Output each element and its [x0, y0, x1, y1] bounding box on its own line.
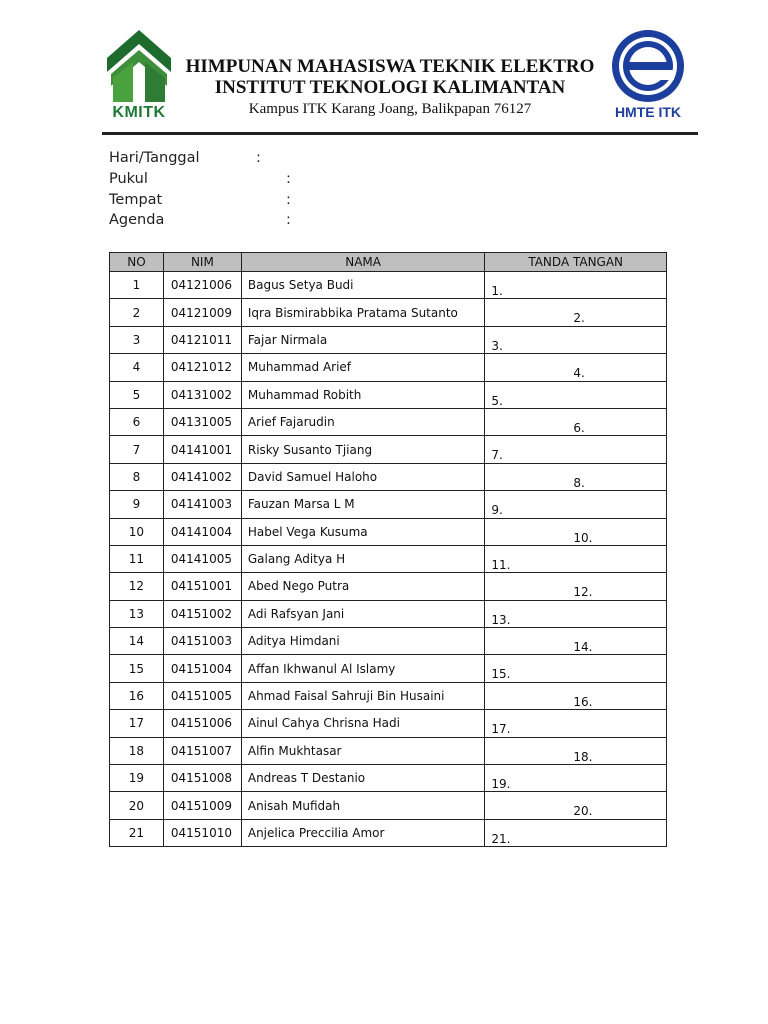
row-nim: 04141005	[163, 545, 241, 572]
row-nama: Bagus Setya Budi	[241, 272, 485, 299]
row-nama: Habel Vega Kusuma	[241, 518, 485, 545]
row-signature-number: 11.	[491, 557, 511, 572]
row-nim: 04121011	[163, 326, 241, 353]
table-row	[110, 545, 667, 572]
table-row	[110, 792, 667, 819]
row-signature-cell[interactable]	[485, 737, 667, 764]
kmitk-logo	[103, 28, 175, 126]
table-row	[110, 628, 667, 655]
row-nim: 04131002	[163, 381, 241, 408]
row-no: 2	[110, 299, 164, 326]
row-no: 4	[110, 354, 164, 381]
row-nim: 04151007	[163, 737, 241, 764]
row-nama: Muhammad Arief	[241, 354, 485, 381]
row-signature-number: 13.	[491, 612, 511, 627]
hmte-logo	[606, 28, 690, 126]
row-nama: Abed Nego Putra	[241, 573, 485, 600]
row-nim: 04151005	[163, 682, 241, 709]
table-row	[110, 655, 667, 682]
row-no: 19	[110, 765, 164, 792]
meta-colon-agenda: :	[286, 212, 291, 228]
row-signature-cell[interactable]	[485, 436, 667, 463]
org-name-line2: INSTITUT TEKNOLOGI KALIMANTAN	[214, 77, 566, 98]
row-signature-cell[interactable]	[485, 272, 667, 299]
row-signature-cell[interactable]	[485, 463, 667, 490]
attendance-table	[109, 252, 667, 847]
table-row	[110, 326, 667, 353]
row-signature-cell[interactable]	[485, 792, 667, 819]
row-signature-number: 15.	[491, 667, 511, 682]
row-nim: 04151010	[163, 819, 241, 846]
header-tanda-tangan: TANDA TANGAN	[485, 253, 667, 272]
row-signature-cell[interactable]	[485, 600, 667, 627]
hmte-logo-text: HMTE ITK	[614, 104, 682, 120]
row-signature-cell[interactable]	[485, 408, 667, 435]
table-row	[110, 573, 667, 600]
row-nama: Aditya Himdani	[241, 628, 485, 655]
row-signature-cell[interactable]	[485, 491, 667, 518]
org-name-line1: HIMPUNAN MAHASISWA TEKNIK ELEKTRO	[185, 56, 595, 77]
meta-colon-time: :	[286, 171, 291, 187]
row-signature-number: 12.	[573, 585, 593, 600]
row-signature-cell[interactable]	[485, 573, 667, 600]
row-signature-number: 19.	[491, 777, 511, 792]
row-nama: David Samuel Haloho	[241, 463, 485, 490]
row-signature-number: 3.	[491, 338, 503, 353]
row-nama: Galang Aditya H	[241, 545, 485, 572]
row-nim: 04141004	[163, 518, 241, 545]
kmitk-logo-text: KMITK	[112, 104, 166, 121]
row-no: 13	[110, 600, 164, 627]
row-signature-number: 4.	[573, 366, 585, 381]
row-no: 9	[110, 491, 164, 518]
row-nama: Alfin Mukhtasar	[241, 737, 485, 764]
row-signature-cell[interactable]	[485, 682, 667, 709]
row-signature-cell[interactable]	[485, 326, 667, 353]
row-no: 12	[110, 573, 164, 600]
row-nim: 04121006	[163, 272, 241, 299]
row-nama: Andreas T Destanio	[241, 765, 485, 792]
table-row	[110, 682, 667, 709]
row-no: 16	[110, 682, 164, 709]
row-no: 5	[110, 381, 164, 408]
table-row	[110, 463, 667, 490]
row-nama: Muhammad Robith	[241, 381, 485, 408]
row-nama: Anisah Mufidah	[241, 792, 485, 819]
table-header-row	[110, 253, 667, 272]
row-nim: 04151003	[163, 628, 241, 655]
row-no: 21	[110, 819, 164, 846]
row-signature-number: 8.	[573, 475, 585, 490]
row-nim: 04151001	[163, 573, 241, 600]
row-nama: Ainul Cahya Chrisna Hadi	[241, 710, 485, 737]
row-signature-number: 21.	[491, 831, 511, 846]
row-signature-cell[interactable]	[485, 381, 667, 408]
row-no: 10	[110, 518, 164, 545]
row-no: 1	[110, 272, 164, 299]
row-signature-number: 2.	[573, 311, 585, 326]
row-signature-number: 14.	[573, 640, 593, 655]
header-no: NO	[110, 253, 164, 272]
row-nim: 04141003	[163, 491, 241, 518]
row-no: 17	[110, 710, 164, 737]
row-signature-number: 6.	[573, 420, 585, 435]
row-no: 7	[110, 436, 164, 463]
meta-label-date: Hari/Tanggal	[109, 150, 200, 166]
org-address: Kampus ITK Karang Joang, Balikpapan 76127	[248, 101, 532, 117]
row-signature-number: 10.	[573, 530, 593, 545]
table-row	[110, 710, 667, 737]
row-signature-cell[interactable]	[485, 655, 667, 682]
meta-label-place: Tempat	[109, 192, 163, 208]
row-nim: 04141001	[163, 436, 241, 463]
row-signature-number: 18.	[573, 749, 593, 764]
table-row	[110, 737, 667, 764]
row-nim: 04151008	[163, 765, 241, 792]
row-no: 18	[110, 737, 164, 764]
table-row	[110, 518, 667, 545]
meta-colon-date: :	[256, 150, 261, 166]
row-signature-number: 16.	[573, 694, 593, 709]
hmte-emblem-icon	[606, 28, 690, 104]
table-row	[110, 819, 667, 846]
row-signature-cell[interactable]	[485, 765, 667, 792]
row-nim: 04141002	[163, 463, 241, 490]
row-signature-cell[interactable]	[485, 299, 667, 326]
row-nama: Fauzan Marsa L M	[241, 491, 485, 518]
row-nama: Iqra Bismirabbika Pratama Sutanto	[241, 299, 485, 326]
row-nama: Anjelica Preccilia Amor	[241, 819, 485, 846]
row-nim: 04151006	[163, 710, 241, 737]
table-row	[110, 272, 667, 299]
meta-label-agenda: Agenda	[109, 212, 165, 228]
meta-label-time: Pukul	[109, 171, 148, 187]
row-signature-number: 9.	[491, 503, 503, 518]
table-row	[110, 765, 667, 792]
row-signature-cell[interactable]	[485, 545, 667, 572]
row-nim: 04151009	[163, 792, 241, 819]
row-signature-number: 1.	[491, 284, 503, 298]
row-nim: 04151002	[163, 600, 241, 627]
table-row	[110, 491, 667, 518]
table-row	[110, 299, 667, 326]
row-signature-cell[interactable]	[485, 819, 667, 846]
header-nim: NIM	[163, 253, 241, 272]
row-no: 11	[110, 545, 164, 572]
row-no: 15	[110, 655, 164, 682]
table-row	[110, 408, 667, 435]
row-nim: 04151004	[163, 655, 241, 682]
row-no: 8	[110, 463, 164, 490]
row-nim: 04121009	[163, 299, 241, 326]
row-no: 3	[110, 326, 164, 353]
kmitk-emblem-icon	[103, 28, 175, 104]
row-nama: Arief Fajarudin	[241, 408, 485, 435]
row-signature-cell[interactable]	[485, 518, 667, 545]
row-nim: 04131005	[163, 408, 241, 435]
row-signature-number: 17.	[491, 722, 511, 737]
row-signature-number: 5.	[491, 393, 503, 408]
table-row	[110, 600, 667, 627]
meta-colon-place: :	[286, 192, 291, 208]
header-nama: NAMA	[241, 253, 485, 272]
row-signature-cell[interactable]	[485, 354, 667, 381]
row-nama: Affan Ikhwanul Al Islamy	[241, 655, 485, 682]
row-nim: 04121012	[163, 354, 241, 381]
row-no: 6	[110, 408, 164, 435]
table-row	[110, 381, 667, 408]
row-nama: Ahmad Faisal Sahruji Bin Husaini	[241, 682, 485, 709]
row-nama: Fajar Nirmala	[241, 326, 485, 353]
row-no: 20	[110, 792, 164, 819]
header-divider	[102, 132, 698, 135]
letterhead	[180, 56, 600, 118]
row-no: 14	[110, 628, 164, 655]
row-signature-cell[interactable]	[485, 710, 667, 737]
row-signature-cell[interactable]	[485, 628, 667, 655]
row-nama: Adi Rafsyan Jani	[241, 600, 485, 627]
row-nama: Risky Susanto Tjiang	[241, 436, 485, 463]
table-row	[110, 354, 667, 381]
row-signature-number: 7.	[491, 448, 503, 463]
row-signature-number: 20.	[573, 804, 593, 819]
table-row	[110, 436, 667, 463]
